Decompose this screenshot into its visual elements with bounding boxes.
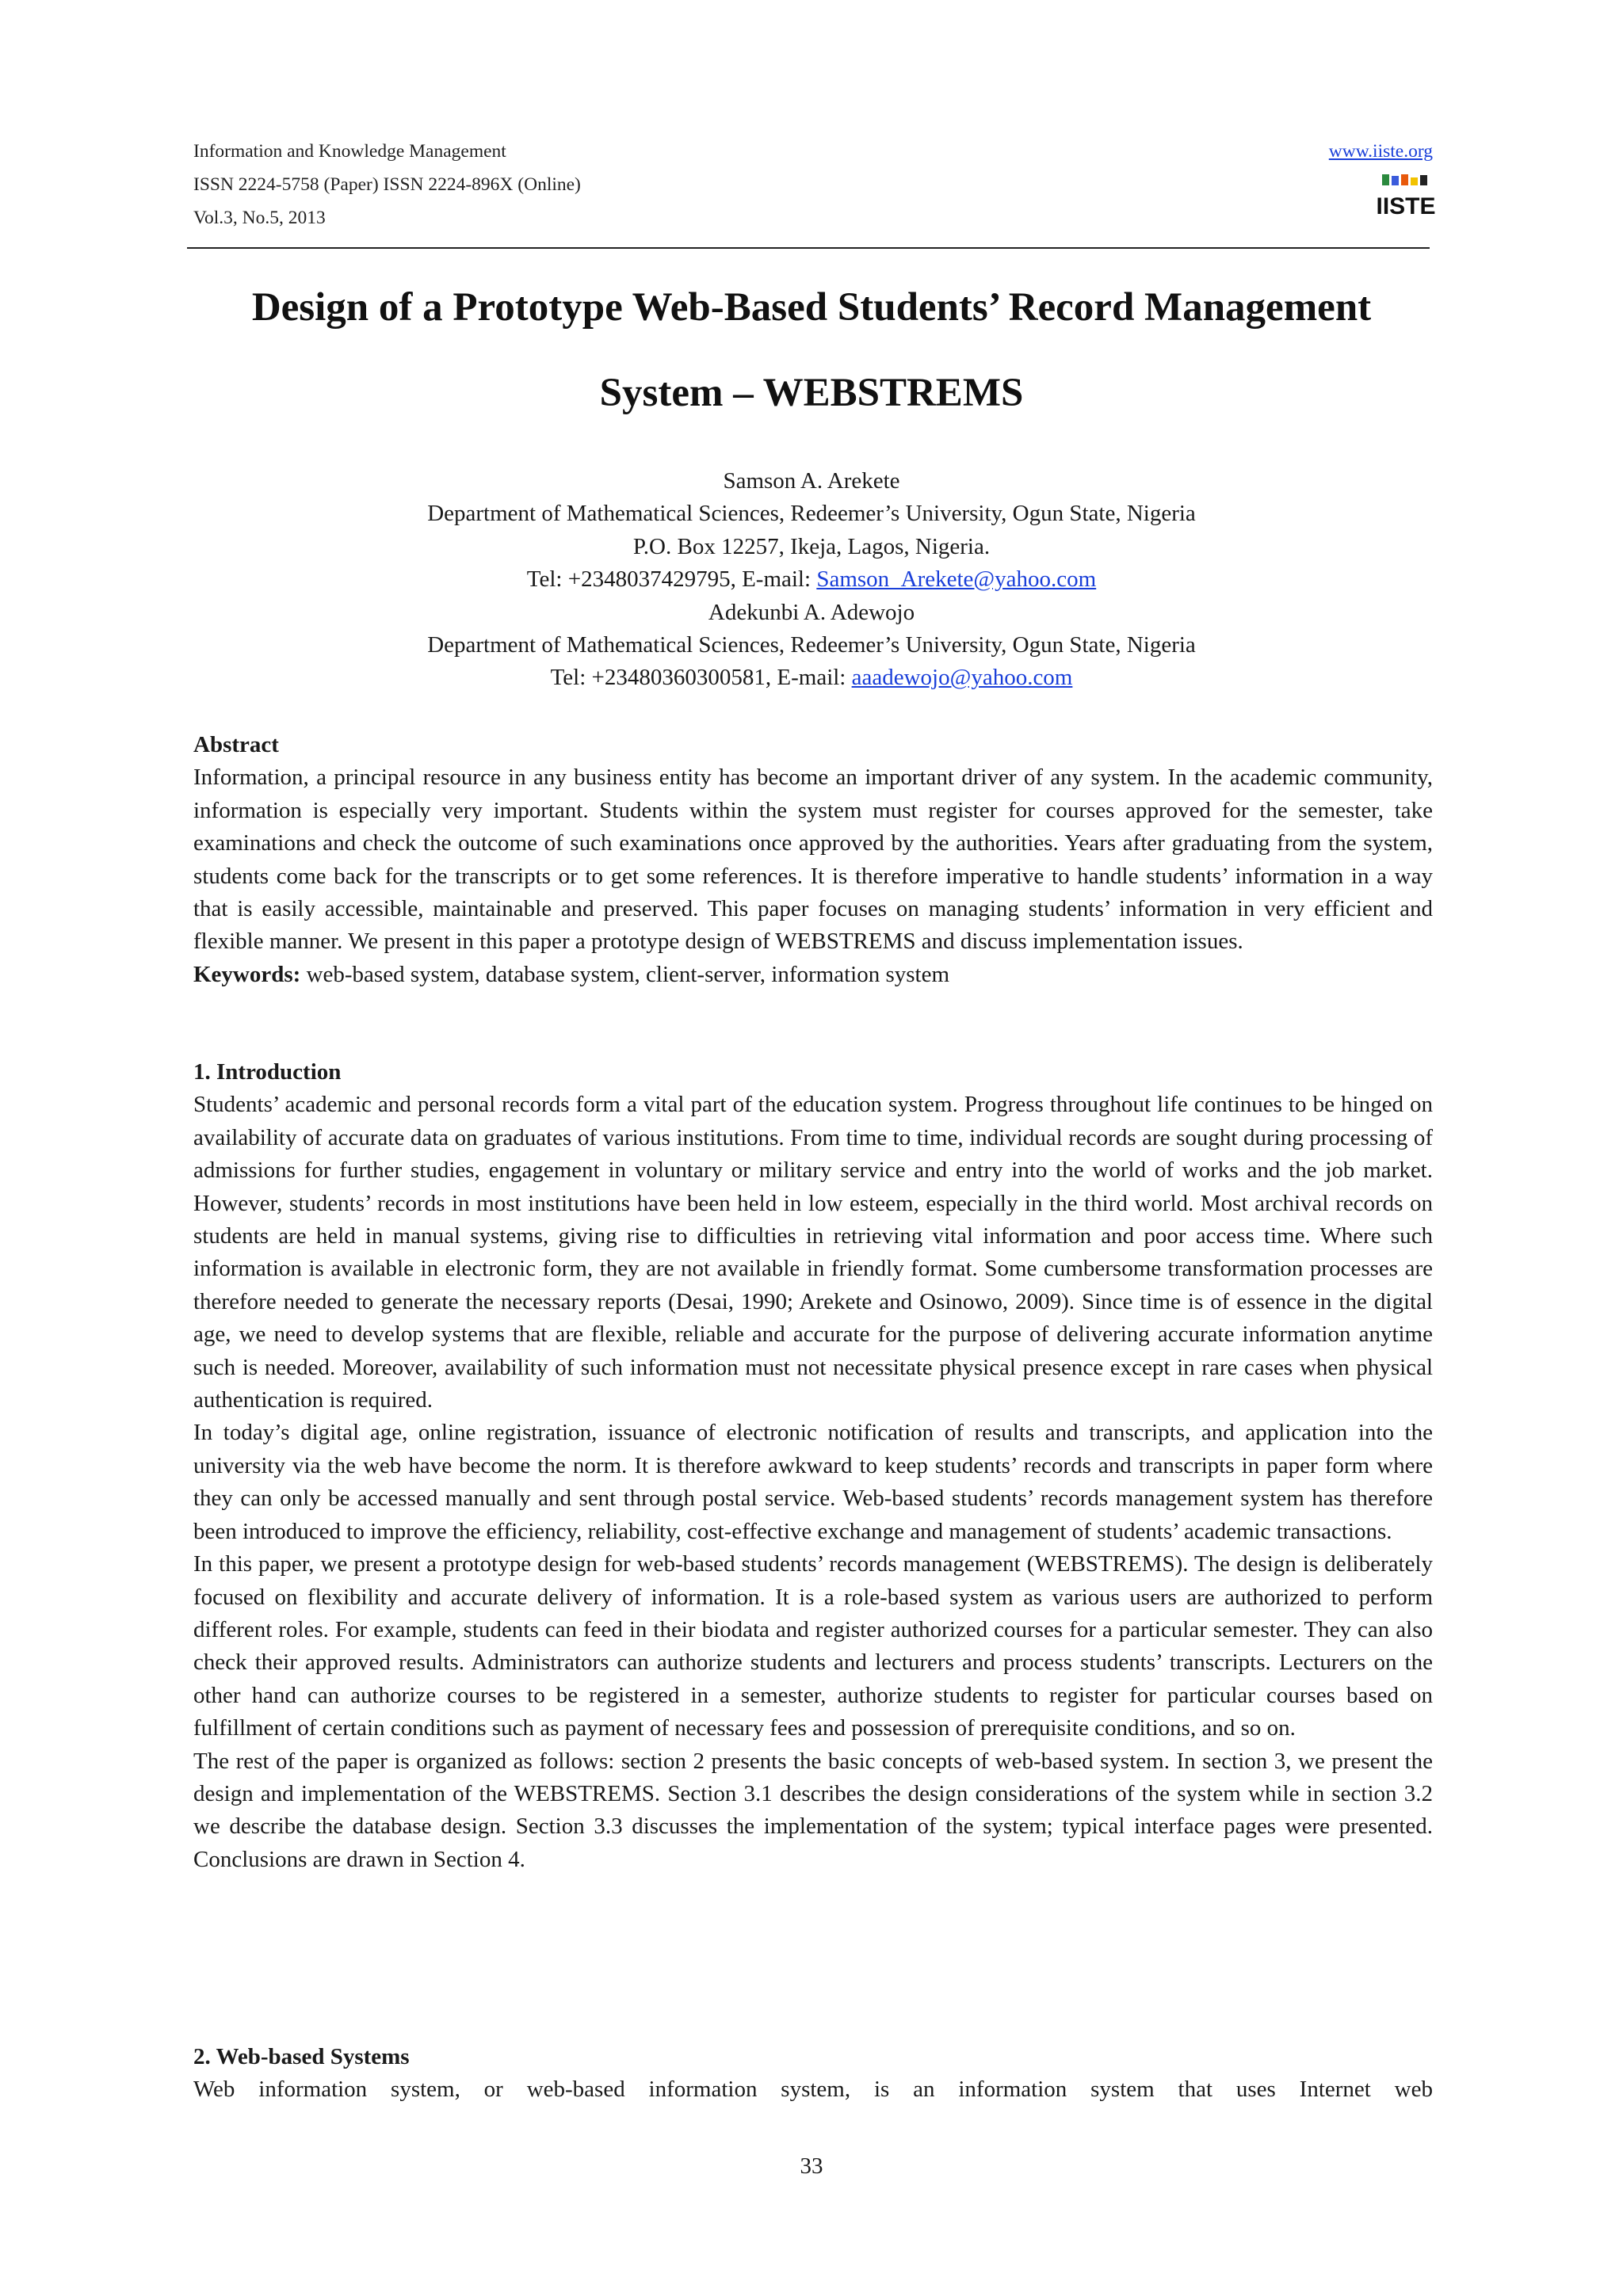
introduction-heading: 1. Introduction [193, 1059, 342, 1085]
journal-website-link[interactable]: www.iiste.org [1328, 141, 1433, 162]
section-2 [193, 2041, 1433, 2107]
iiste-logo [1376, 173, 1436, 230]
page-number: 33 [800, 2153, 823, 2179]
author-1-email-link[interactable]: Samson_Arekete@yahoo.com [816, 566, 1097, 593]
abstract-text: Information, a principal resource in any business entity has become an important driver of any system. In the academic community, information is especially very important. Students within the system must register for courses approved for the semester, take examinations and check the outcome of such examinations once approved by the authorities. Years after graduating from the system, students come back for the transcripts or to get some references. It is therefore imperative to handle students’ information in a way that is easily accessible, maintainable and preserved. This paper focuses on managing students’ information in very efficient and flexible manner. We present in this paper a prototype design of WEBSTREMS and discuss implementation issues. [193, 765, 1433, 955]
introduction-paragraph-1: Students’ academic and personal records form a vital part of the education system. Progress throughout life continues to be hinged on availability of accurate data on graduates of various institutions. From time to time, individual records are sought during processing of admissions for further studies, engagement in voluntary or military service and entry into the world of works and the job market. However, students’ records in most institutions have been held in low esteem, especially in the third world. Most archival records on students are held in manual systems, giving rise to difficulties in retrieving vital information and poor access time. Where such information is available in electronic form, they are not available in friendly format. Some cumbersome transformation processes are therefore needed to generate the necessary reports (Desai, 1990; Arekete and Osinowo, 2009). Since time is of essence in the digital age, we need to develop systems that are flexible, reliable and accurate for the purpose of delivering accurate information anytime such is needed. Moreover, availability of such information must not necessitate physical presence except in rare cases when physical authentication is required. [193, 1092, 1433, 1413]
section-2-paragraph-1: Web information system, or web-based information system, is an information system that uses Internet web [193, 2077, 1433, 2103]
author-1-department: Department of Mathematical Sciences, Redeemer’s University, Ogun State, Nigeria [427, 501, 1196, 527]
author-2-name: Adekunbi A. Adewojo [708, 599, 915, 625]
keywords-label: Keywords: [193, 961, 301, 987]
logo-wordmark: IISTE [1376, 193, 1436, 219]
keywords-text: web-based system, database system, client-server, information system [300, 961, 949, 987]
paper-title-line-1: Design of a Prototype Web-Based Students’ Record Management [251, 285, 1372, 330]
journal-issn: ISSN 2224-5758 (Paper) ISSN 2224-896X (Online) [193, 174, 581, 195]
journal-name: Information and Knowledge Management [193, 141, 506, 162]
author-2-department: Department of Mathematical Sciences, Redeemer’s University, Ogun State, Nigeria [427, 632, 1196, 658]
author-1-name: Samson A. Arekete [723, 468, 900, 494]
header-divider [187, 247, 1430, 249]
introduction-paragraph-4: The rest of the paper is organized as follows: section 2 presents the basic concepts of web-based system. In section 3, we present the design and implementation of the WEBSTREMS. Section 3.1 describes the design considerations of the system while in section 3.2 we describe the database design. Section 3.3 discusses the implementation of the system; typical interface pages were presented. Conclusions are drawn in Section 4. [193, 1748, 1433, 1872]
introduction-section [193, 1056, 1433, 1876]
abstract-section [193, 729, 1433, 991]
author-1-tel: Tel: +2348037429795, E-mail: [526, 566, 817, 593]
abstract-heading: Abstract [193, 732, 279, 757]
keywords-line [193, 959, 1433, 991]
author-2-tel: Tel: +23480360300581, E-mail: [550, 665, 852, 691]
paper-title-line-2: System – WEBSTREMS [599, 371, 1024, 415]
introduction-paragraph-2: In today’s digital age, online registration, issuance of electronic notification of results and transcripts, and application into the university via the web have become the norm. It is therefore awkward to keep students’ records and transcripts in paper form where they can only be accessed manually and sent through postal service. Web-based students’ records management system has therefore been introduced to improve the efficiency, reliability, cost-effective exchange and management of students’ academic transactions. [193, 1420, 1433, 1544]
author-1-address: P.O. Box 12257, Ikeja, Lagos, Nigeria. [632, 533, 991, 559]
authors-block [187, 465, 1436, 695]
author-2-email-link[interactable]: aaadewojo@yahoo.com [851, 665, 1073, 691]
author-2-contact [187, 662, 1436, 694]
logo-bars [1382, 174, 1427, 185]
journal-volume: Vol.3, No.5, 2013 [193, 208, 326, 228]
introduction-paragraph-3: In this paper, we present a prototype design for web-based students’ records management (WEBSTREMS). The design is deliberately focused on flexibility and accurate delivery of information. It is a role-based system as various users are authorized to perform different roles. For example, students can feed in their biodata and register authorized courses for a particular semester. They can also check their approved results. Administrators can authorize students and lecturers and process students’ transcripts. Lecturers on the other hand can authorize courses to be registered in a semester, authorize students to register for particular courses based on fulfillment of certain conditions such as payment of necessary fees and possession of prerequisite conditions, and so on. [193, 1551, 1433, 1741]
section-2-heading: 2. Web-based Systems [193, 2044, 410, 2069]
author-1-contact [187, 563, 1436, 596]
